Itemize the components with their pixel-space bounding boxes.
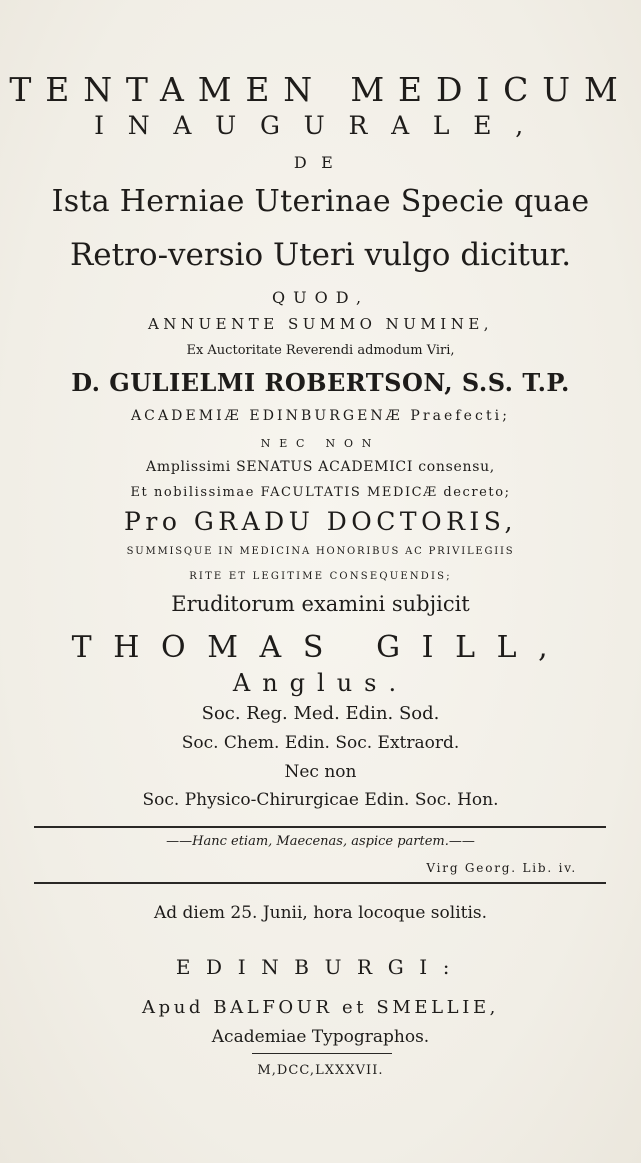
annuente-line: ANNUENTE SUMMO NUMINE, (147, 315, 494, 333)
lower-rule (34, 882, 606, 884)
imprint-printers: Apud BALFOUR et SMELLIE, (141, 997, 499, 1018)
nec-non-line: Nec non (284, 762, 357, 782)
pro-gradu-line: Pro GRADU DOCTORIS, (124, 507, 517, 536)
academiae-line: ACADEMIÆ EDINBURGENÆ Praefecti; (130, 408, 511, 424)
imprint-city: EDINBURGI: (175, 955, 466, 979)
society-line-1: Soc. Reg. Med. Edin. Sod. (201, 703, 440, 724)
imprint-year: M,DCC,LXXXVII. (257, 1063, 384, 1078)
ex-auctoritate-line: Ex Auctoritate Reverendi admodum Viri, (186, 343, 455, 358)
imprint-printers-role: Academiae Typographos. (211, 1027, 430, 1047)
title-line-1: TENTAMEN MEDICUM (9, 70, 632, 109)
short-rule (252, 1053, 392, 1054)
senatus-line: Amplissimi SENATUS ACADEMICI consensu, (146, 459, 495, 475)
society-line-2: Soc. Chem. Edin. Soc. Extraord. (181, 733, 460, 753)
de-line: DE (293, 153, 348, 172)
quod-line: QUOD, (271, 288, 370, 307)
epigraph: ——Hanc etiam, Maecenas, aspice partem.—— (166, 834, 475, 849)
summisque-line: SUMMISQUE IN MEDICINA HONORIBUS AC PRIVILEGIIS (126, 546, 515, 557)
epigraph-source: Virg Georg. Lib. iv. (426, 861, 577, 875)
subject-line-2: Retro-versio Uteri vulgo dicitur. (69, 237, 572, 273)
society-line-3: Soc. Physico-Chirurgicae Edin. Soc. Hon. (142, 790, 499, 810)
subject-line-1: Ista Herniae Uterinae Specie quae (51, 184, 590, 219)
author-origin: Anglus. (232, 669, 409, 697)
rite-line: RITE ET LEGITIME CONSEQUENDIS; (189, 571, 452, 582)
upper-rule (34, 826, 606, 828)
facultatis-line: Et nobilissimae FACULTATIS MEDICÆ decreto; (130, 485, 511, 500)
title-line-2: INAUGURALE, (94, 111, 547, 140)
author-name: THOMAS GILL, (71, 630, 570, 665)
eruditorum-line: Eruditorum examini subjicit (171, 592, 470, 616)
necnon-line: NEC NON (260, 437, 381, 450)
date-line: Ad diem 25. Junii, hora locoque solitis. (153, 903, 488, 923)
robertson-line: D. GULIELMI ROBERTSON, S.S. T.P. (71, 368, 570, 397)
